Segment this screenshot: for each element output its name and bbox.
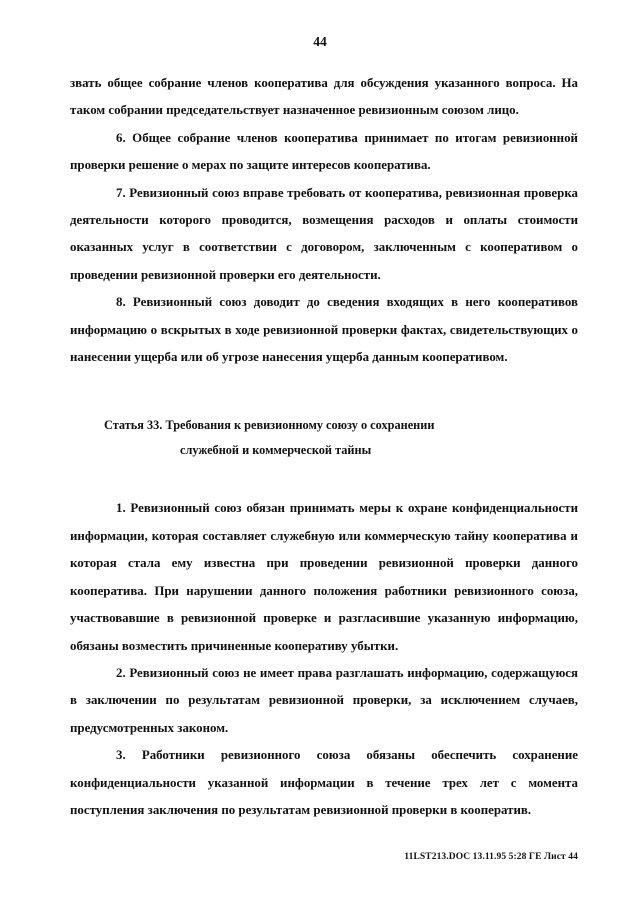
page-number: 44 (313, 34, 327, 49)
document-body (70, 70, 578, 824)
paragraph-article33-item-1: 1. Ревизионный союз обязан принимать меры к охране конфиденциальности информации, которая составляет служебную или коммерческую тайну кооператива и которая стала ему известна при проведении ревизионной проверки данного кооператива. При нарушении данного положения работники ревизионного союза, участвовавшие в ревизионной проверке и разгласившие указанную информацию, обязаны возместить причиненные кооперативу убытки. (70, 501, 578, 653)
paragraph-item-7: 7. Ревизионный союз вправе требовать от кооператива, ревизионная проверка деятельности которого проводится, возмещения расходов и оплаты стоимости оказанных услуг в соответствии с договором, заключенным с кооперативом о проведении ревизионной проверки его деятельности. (70, 185, 578, 282)
article-heading-line1: Статья 33. Требования к ревизионному союзу о сохранении (104, 418, 435, 433)
paragraph-item-6: 6. Общее собрание членов кооператива принимает по итогам ревизионной проверки решение о мерах по защите интересов кооператива. (70, 130, 578, 173)
paragraph-item-8: 8. Ревизионный союз доводит до сведения входящих в него кооперативов информацию о вскрытых в ходе ревизионной проверки фактах, свидетельствующих о нанесении ущерба или об угрозе нанесения ущерба данным кооперативом. (70, 295, 578, 365)
document-footer: 11LST213.DOC 13.11.95 5:28 ГЕ Лист 44 (404, 852, 578, 862)
paragraph-article33-item-3: 3. Работники ревизионного союза обязаны обеспечить сохранение конфиденциальности указанной информации в течение трех лет с момента поступления заключения по результатам ревизионной проверки в кооператив. (70, 748, 578, 817)
paragraph-continuation: звать общее собрание членов кооператива для обсуждения указанного вопроса. На таком собрании председательствует назначенное ревизионным союзом лицо. (70, 76, 578, 118)
article-heading (70, 413, 578, 463)
article-heading-line2: служебной и коммерческой тайны (180, 443, 372, 458)
paragraph-article33-item-2: 2. Ревизионный союз не имеет права разглашать информацию, содержащуюся в заключении по результатам ревизионной проверки, за исключением случаев, предусмотренных законом. (70, 665, 578, 735)
